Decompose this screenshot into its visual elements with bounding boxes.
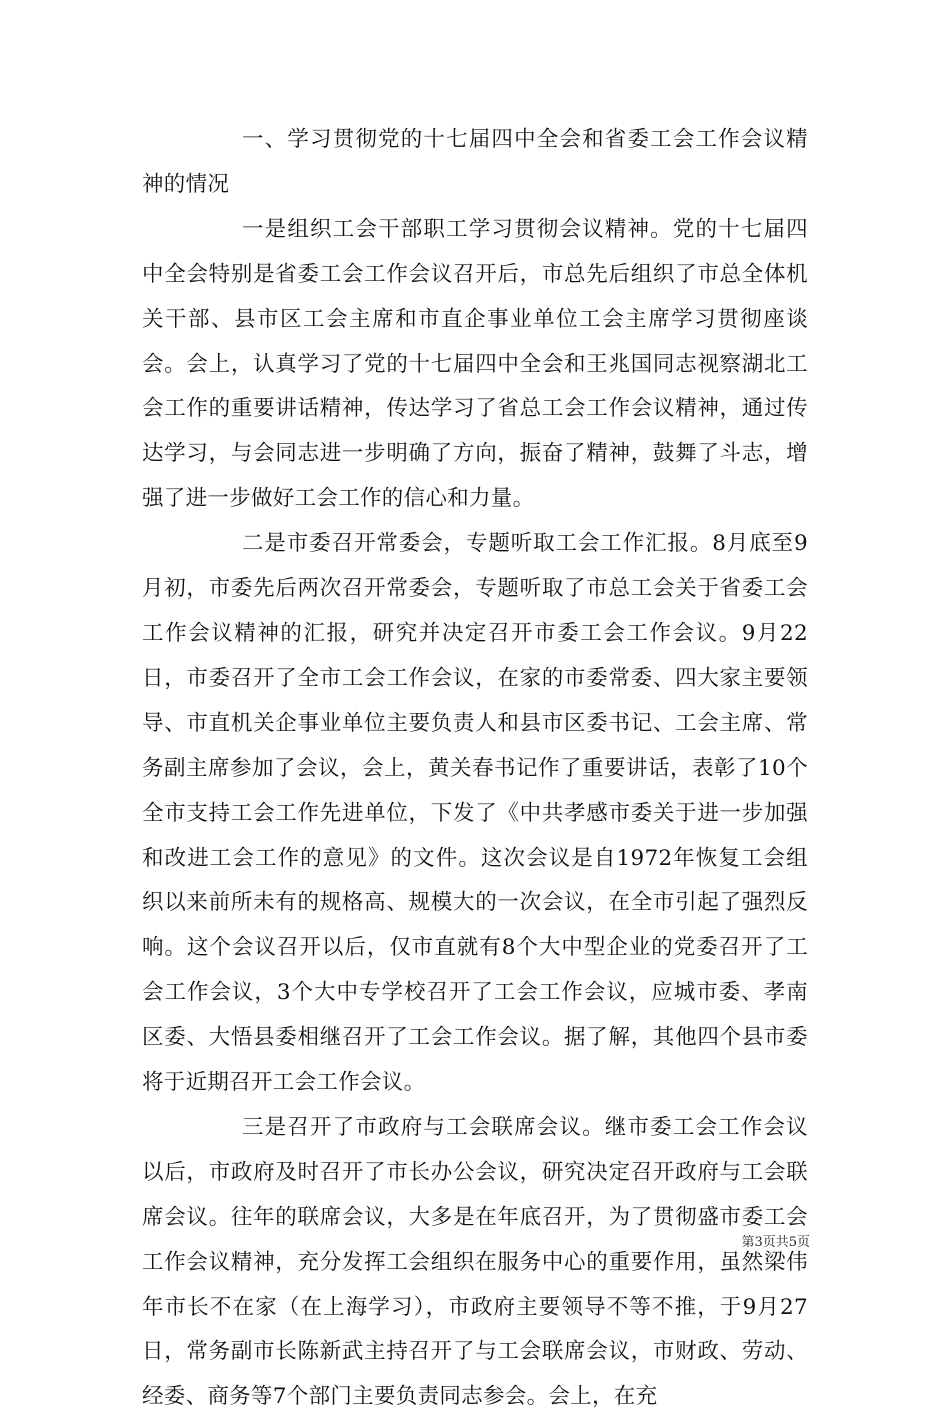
paragraph-2: 二是市委召开常委会，专题听取工会工作汇报。8月底至9月初，市委先后两次召开常委会，专题听取了市总工会关于省委工会工作会议精神的汇报，研究并决定召开市委工会工作会议。9月22日，市委召开了全市工会工作会议，在家的市委常委、四大家主要领导、市直机关企事业单位主要负责人和县市区委书记、工会主席、常务副主席参加了会议，会上，黄关春书记作了重要讲话，表彰了10个全市支持工会工作先进单位，下发了《中共孝感市委关于进一步加强和改进工会工作的意见》的文件。这次会议是自1972年恢复工会组织以来前所未有的规格高、规模大的一次会议，在全市引起了强烈反响。这个会议召开以后，仅市直就有8个大中型企业的党委召开了工会工作会议，3个大中专学校召开了工会工作会议，应城市委、孝南区委、大悟县委相继召开了工会工作会议。据了解，其他四个县市委将于近期召开工会工作会议。 <box>142 531 808 1096</box>
paragraph-1: 一是组织工会干部职工学习贯彻会议精神。党的十七届四中全会特别是省委工会工作会议召开后，市总先后组织了市总全体机关干部、县市区工会主席和市直企事业单位工会主席学习贯彻座谈会。会上，认真学习了党的十七届四中全会和王兆国同志视察湖北工会工作的重要讲话精神，传达学习了省总工会工作会议精神，通过传达学习，与会同志进一步明确了方向，振奋了精神，鼓舞了斗志，增强了进一步做好工会工作的信心和力量。 <box>142 216 808 512</box>
paragraph-3: 三是召开了市政府与工会联席会议。继市委工会工作会议以后，市政府及时召开了市长办公会议，研究决定召开政府与工会联席会议。往年的联席会议，大多是在年底召开，为了贯彻盛市委工会工作会议精神，充分发挥工会组织在服务中心的重要作用，虽然梁伟年市长不在家（在上海学习），市政府主要领导不等不推，于9月27日，常务副市长陈新武主持召开了与工会联席会议，市财政、劳动、经委、商务等7个部门主要负责同志参会。会上，在充 <box>142 1114 808 1410</box>
page-number: 第3页共5页 <box>741 1235 810 1250</box>
document-body <box>142 118 808 1420</box>
section-heading: 一、学习贯彻党的十七届四中全会和省委工会工作会议精神的情况 <box>142 127 808 197</box>
